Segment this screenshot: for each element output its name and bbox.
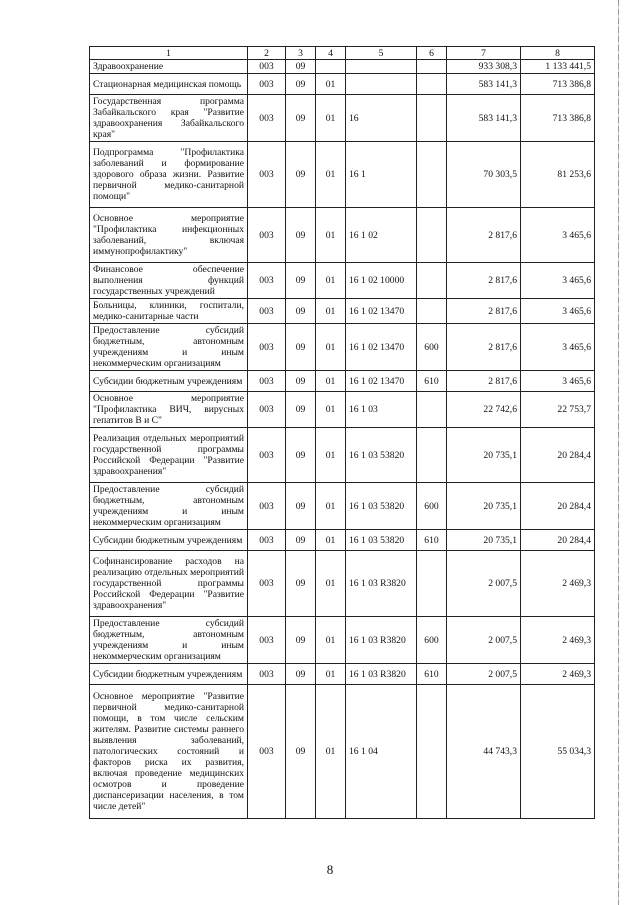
cell-amount-col7: 44 743,3: [447, 685, 521, 819]
cell-section: 09: [286, 324, 316, 371]
page-edge-line: [618, 0, 619, 905]
cell-section: 09: [286, 263, 316, 299]
cell-amount-col8: 55 034,3: [521, 685, 595, 819]
cell-amount-col7: 2 007,5: [447, 664, 521, 685]
cell-subsection: [316, 60, 346, 74]
cell-section: 09: [286, 371, 316, 392]
cell-subsection: 01: [316, 617, 346, 664]
cell-target-article: 16: [346, 95, 417, 142]
column-header: 3: [286, 47, 316, 60]
cell-name: Государственная программа Забайкальского края "Развитие здравоохранения Забайкальского края": [90, 95, 248, 142]
column-header: 1: [90, 47, 248, 60]
cell-target-article: 16 1: [346, 142, 417, 208]
cell-section: 09: [286, 551, 316, 617]
cell-name: Основное мероприятие "Развитие первичной медико-санитарной помощи, в том числе сельским жителям. Развитие системы раннего выявления заболеваний, патологических состояний и факторов риска их развития, включая проведение медицинских осмотров и проведение диспансеризации населения, в том числе детей": [90, 685, 248, 819]
cell-amount-col8: 20 284,4: [521, 530, 595, 551]
cell-expense-type: 600: [417, 324, 447, 371]
cell-expense-type: [417, 74, 447, 95]
table-row: [90, 685, 595, 819]
cell-amount-col7: 70 303,5: [447, 142, 521, 208]
cell-subsection: 01: [316, 664, 346, 685]
cell-target-article: 16 1 04: [346, 685, 417, 819]
cell-section: 09: [286, 392, 316, 428]
cell-code-admin: 003: [248, 263, 286, 299]
cell-target-article: 16 1 03 53820: [346, 483, 417, 530]
table-row: [90, 208, 595, 263]
cell-code-admin: 003: [248, 371, 286, 392]
cell-amount-col8: 713 386,8: [521, 95, 595, 142]
column-header: 8: [521, 47, 595, 60]
table-row: [90, 324, 595, 371]
cell-amount-col7: 2 817,6: [447, 371, 521, 392]
table-row: [90, 483, 595, 530]
cell-subsection: 01: [316, 299, 346, 324]
cell-code-admin: 003: [248, 530, 286, 551]
cell-code-admin: 003: [248, 142, 286, 208]
cell-expense-type: [417, 208, 447, 263]
cell-section: 09: [286, 74, 316, 95]
cell-target-article: 16 1 02 13470: [346, 371, 417, 392]
table-header-row: [90, 47, 595, 60]
cell-subsection: 01: [316, 208, 346, 263]
cell-subsection: 01: [316, 685, 346, 819]
cell-amount-col7: 22 742,6: [447, 392, 521, 428]
table-row: [90, 60, 595, 74]
cell-amount-col7: 2 817,6: [447, 299, 521, 324]
column-header: 2: [248, 47, 286, 60]
cell-expense-type: [417, 299, 447, 324]
cell-amount-col8: 20 284,4: [521, 483, 595, 530]
cell-amount-col8: 1 133 441,5: [521, 60, 595, 74]
cell-amount-col7: 583 141,3: [447, 95, 521, 142]
cell-name: Больницы, клиники, госпитали, медико-санитарные части: [90, 299, 248, 324]
cell-amount-col7: 933 308,3: [447, 60, 521, 74]
cell-code-admin: 003: [248, 617, 286, 664]
cell-amount-col7: 2 817,6: [447, 324, 521, 371]
column-header: 5: [346, 47, 417, 60]
cell-code-admin: 003: [248, 324, 286, 371]
cell-code-admin: 003: [248, 60, 286, 74]
cell-amount-col8: 2 469,3: [521, 617, 595, 664]
cell-code-admin: 003: [248, 685, 286, 819]
cell-expense-type: [417, 95, 447, 142]
cell-expense-type: [417, 685, 447, 819]
cell-section: 09: [286, 483, 316, 530]
budget-table: [89, 46, 595, 819]
cell-code-admin: 003: [248, 299, 286, 324]
table-body: [90, 60, 595, 819]
cell-section: 09: [286, 142, 316, 208]
cell-expense-type: [417, 392, 447, 428]
cell-section: 09: [286, 95, 316, 142]
cell-target-article: 16 1 03: [346, 392, 417, 428]
cell-target-article: 16 1 02 13470: [346, 299, 417, 324]
cell-amount-col8: 713 386,8: [521, 74, 595, 95]
cell-target-article: [346, 60, 417, 74]
column-header: 6: [417, 47, 447, 60]
cell-code-admin: 003: [248, 95, 286, 142]
cell-expense-type: [417, 263, 447, 299]
cell-code-admin: 003: [248, 551, 286, 617]
cell-subsection: 01: [316, 74, 346, 95]
cell-subsection: 01: [316, 392, 346, 428]
cell-section: 09: [286, 60, 316, 74]
cell-amount-col8: 22 753,7: [521, 392, 595, 428]
cell-amount-col8: 3 465,6: [521, 299, 595, 324]
cell-amount-col7: 2 007,5: [447, 617, 521, 664]
cell-section: 09: [286, 685, 316, 819]
cell-subsection: 01: [316, 95, 346, 142]
cell-section: 09: [286, 208, 316, 263]
cell-name: Стационарная медицинская помощь: [90, 74, 248, 95]
column-header: 4: [316, 47, 346, 60]
cell-code-admin: 003: [248, 428, 286, 483]
cell-target-article: 16 1 02 13470: [346, 324, 417, 371]
table-row: [90, 371, 595, 392]
cell-expense-type: 610: [417, 371, 447, 392]
cell-name: Субсидии бюджетным учреждениям: [90, 530, 248, 551]
column-header: 7: [447, 47, 521, 60]
cell-section: 09: [286, 299, 316, 324]
cell-name: Основное мероприятие "Профилактика инфекционных заболеваний, включая иммунопрофилактику": [90, 208, 248, 263]
cell-name: Финансовое обеспечение выполнения функций государственных учреждений: [90, 263, 248, 299]
cell-code-admin: 003: [248, 483, 286, 530]
table-row: [90, 392, 595, 428]
cell-amount-col8: 81 253,6: [521, 142, 595, 208]
cell-code-admin: 003: [248, 664, 286, 685]
cell-subsection: 01: [316, 263, 346, 299]
cell-amount-col8: 20 284,4: [521, 428, 595, 483]
cell-expense-type: 610: [417, 530, 447, 551]
cell-section: 09: [286, 530, 316, 551]
cell-target-article: 16 1 03 53820: [346, 530, 417, 551]
cell-subsection: 01: [316, 371, 346, 392]
cell-name: Предоставление субсидий бюджетным, автономным учреждениям и иным некоммерческим организациям: [90, 483, 248, 530]
cell-amount-col8: 3 465,6: [521, 263, 595, 299]
cell-amount-col7: 20 735,1: [447, 428, 521, 483]
cell-code-admin: 003: [248, 74, 286, 95]
cell-section: 09: [286, 428, 316, 483]
cell-subsection: 01: [316, 142, 346, 208]
table-row: [90, 530, 595, 551]
table-row: [90, 263, 595, 299]
cell-amount-col7: 2 007,5: [447, 551, 521, 617]
cell-section: 09: [286, 617, 316, 664]
cell-target-article: 16 1 03 R3820: [346, 617, 417, 664]
cell-target-article: 16 1 02: [346, 208, 417, 263]
cell-code-admin: 003: [248, 392, 286, 428]
cell-subsection: 01: [316, 483, 346, 530]
cell-expense-type: [417, 60, 447, 74]
cell-amount-col8: 3 465,6: [521, 324, 595, 371]
cell-subsection: 01: [316, 428, 346, 483]
cell-expense-type: [417, 142, 447, 208]
cell-amount-col8: 3 465,6: [521, 371, 595, 392]
cell-name: Предоставление субсидий бюджетным, автономным учреждениям и иным некоммерческим организациям: [90, 617, 248, 664]
table-row: [90, 617, 595, 664]
cell-expense-type: [417, 428, 447, 483]
cell-expense-type: 600: [417, 617, 447, 664]
page-number: 8: [326, 862, 334, 877]
table-row: [90, 74, 595, 95]
cell-target-article: [346, 74, 417, 95]
table-row: [90, 428, 595, 483]
cell-target-article: 16 1 03 R3820: [346, 551, 417, 617]
table-row: [90, 664, 595, 685]
cell-amount-col7: 20 735,1: [447, 530, 521, 551]
cell-name: Субсидии бюджетным учреждениям: [90, 371, 248, 392]
cell-expense-type: 610: [417, 664, 447, 685]
cell-amount-col7: 583 141,3: [447, 74, 521, 95]
cell-target-article: 16 1 02 10000: [346, 263, 417, 299]
cell-target-article: 16 1 03 53820: [346, 428, 417, 483]
table-row: [90, 551, 595, 617]
cell-name: Софинансирование расходов на реализацию отдельных мероприятий государственной программы Российской Федерации "Развитие здравоохранения": [90, 551, 248, 617]
cell-amount-col7: 2 817,6: [447, 208, 521, 263]
cell-amount-col7: 20 735,1: [447, 483, 521, 530]
cell-name: Субсидии бюджетным учреждениям: [90, 664, 248, 685]
cell-subsection: 01: [316, 530, 346, 551]
cell-name: Основное мероприятие "Профилактика ВИЧ, вирусных гепатитов В и С": [90, 392, 248, 428]
table-row: [90, 299, 595, 324]
cell-amount-col8: 2 469,3: [521, 664, 595, 685]
cell-amount-col8: 3 465,6: [521, 208, 595, 263]
cell-name: Здравоохранение: [90, 60, 248, 74]
cell-subsection: 01: [316, 324, 346, 371]
cell-amount-col8: 2 469,3: [521, 551, 595, 617]
cell-expense-type: 600: [417, 483, 447, 530]
cell-name: Реализация отдельных мероприятий государственной программы Российской Федерации "Развитие здравоохранения": [90, 428, 248, 483]
cell-target-article: 16 1 03 R3820: [346, 664, 417, 685]
table-row: [90, 142, 595, 208]
cell-amount-col7: 2 817,6: [447, 263, 521, 299]
cell-section: 09: [286, 664, 316, 685]
cell-name: Предоставление субсидий бюджетным, автономным учреждениям и иным некоммерческим организациям: [90, 324, 248, 371]
cell-subsection: 01: [316, 551, 346, 617]
cell-expense-type: [417, 551, 447, 617]
table-row: [90, 95, 595, 142]
cell-code-admin: 003: [248, 208, 286, 263]
cell-name: Подпрограмма "Профилактика заболеваний и формирование здорового образа жизни. Развитие первичной медико-санитарной помощи": [90, 142, 248, 208]
